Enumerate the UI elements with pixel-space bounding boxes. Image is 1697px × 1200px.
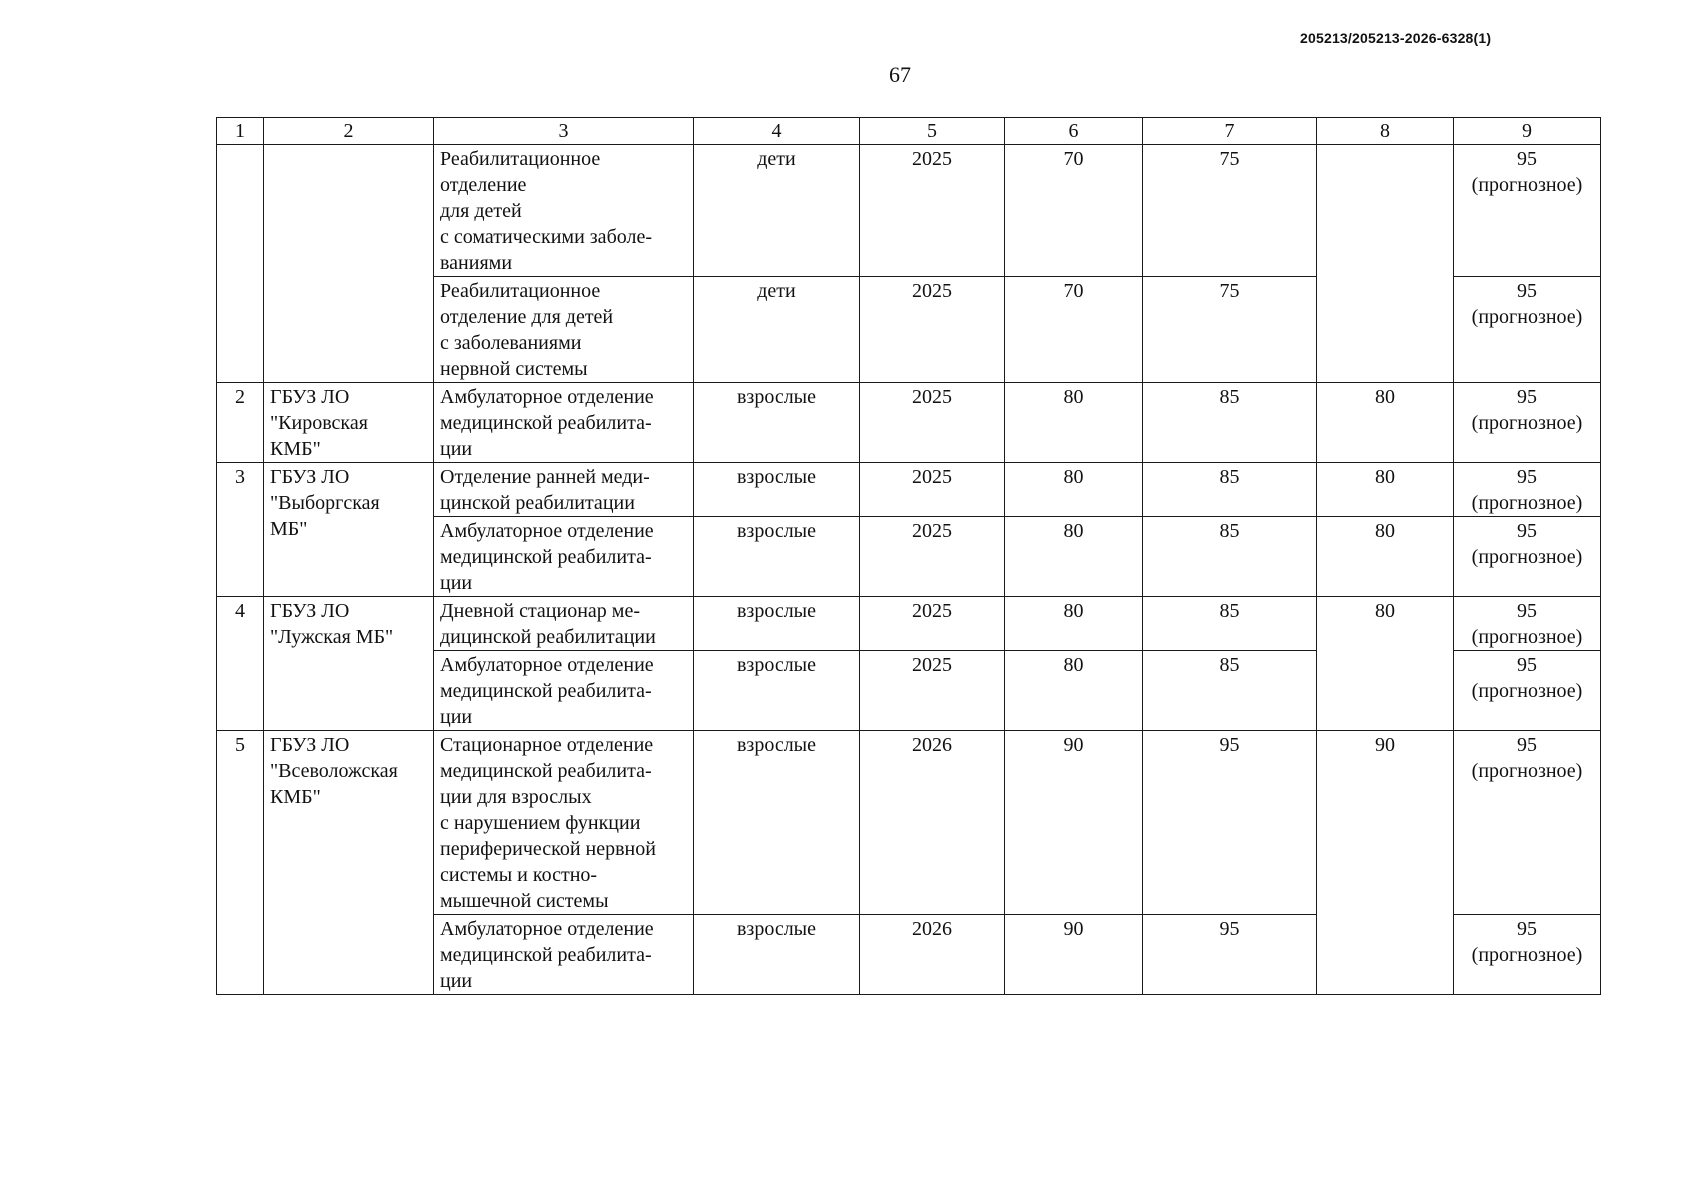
column-9-line: 95	[1517, 600, 1537, 622]
organization-name	[264, 731, 434, 995]
organization-name	[264, 597, 434, 731]
column-9-line: (прогнозное)	[1471, 306, 1583, 328]
department-line: дицинской реабилитации	[440, 626, 656, 648]
organization-line: "Выборгская	[270, 492, 380, 514]
department-line: медицинской реабилита-	[440, 412, 652, 434]
year-value: 2026	[860, 915, 1005, 995]
department-line: с нарушением функции	[440, 812, 641, 834]
department-line: ции	[440, 572, 473, 594]
table-row	[217, 597, 1601, 651]
column-9-value	[1454, 651, 1601, 731]
column-header-8: 8	[1317, 118, 1454, 145]
column-9-value	[1454, 597, 1601, 651]
column-9-line: (прогнозное)	[1471, 680, 1583, 702]
organization-name	[264, 463, 434, 597]
column-9-value	[1454, 915, 1601, 995]
department-line: ции для взрослых	[440, 786, 592, 808]
department-name	[434, 597, 694, 651]
department-line: Амбулаторное отделение	[440, 386, 654, 408]
year-value: 2025	[860, 651, 1005, 731]
column-7-value: 85	[1143, 463, 1317, 517]
department-line: Реабилитационное	[440, 280, 601, 302]
column-8-value: 80	[1317, 463, 1454, 517]
column-7-value: 85	[1143, 517, 1317, 597]
year-value: 2025	[860, 597, 1005, 651]
table-row	[217, 731, 1601, 915]
department-line: Дневной стационар ме-	[440, 600, 640, 622]
organization-line: ГБУЗ ЛО	[270, 734, 350, 756]
patient-category: взрослые	[694, 915, 860, 995]
department-line: медицинской реабилита-	[440, 680, 652, 702]
organization-line: ГБУЗ ЛО	[270, 600, 350, 622]
column-7-value: 95	[1143, 915, 1317, 995]
column-6-value: 80	[1005, 517, 1143, 597]
column-header-9: 9	[1454, 118, 1601, 145]
department-line: периферической нервной	[440, 838, 656, 860]
column-8-value	[1317, 145, 1454, 383]
organization-line: МБ"	[270, 518, 308, 540]
department-line: системы и костно-	[440, 864, 598, 886]
table-row	[217, 383, 1601, 463]
column-9-line: 95	[1517, 280, 1537, 302]
column-6-value: 80	[1005, 463, 1143, 517]
organization-name	[264, 383, 434, 463]
patient-category: дети	[694, 277, 860, 383]
organization-line: ГБУЗ ЛО	[270, 386, 350, 408]
patient-category: взрослые	[694, 383, 860, 463]
department-line: Амбулаторное отделение	[440, 520, 654, 542]
department-line: отделение для детей	[440, 306, 614, 328]
column-8-value: 90	[1317, 731, 1454, 995]
department-name	[434, 383, 694, 463]
department-line: медицинской реабилита-	[440, 760, 652, 782]
patient-category: взрослые	[694, 651, 860, 731]
column-9-line: (прогнозное)	[1471, 174, 1583, 196]
column-6-value: 90	[1005, 731, 1143, 915]
department-name	[434, 463, 694, 517]
department-line: нервной системы	[440, 358, 588, 380]
department-line: ваниями	[440, 252, 513, 274]
column-header-3: 3	[434, 118, 694, 145]
department-name	[434, 915, 694, 995]
organization-line: "Кировская	[270, 412, 368, 434]
patient-category: дети	[694, 145, 860, 277]
year-value: 2025	[860, 145, 1005, 277]
column-7-value: 75	[1143, 145, 1317, 277]
department-name	[434, 651, 694, 731]
year-value: 2025	[860, 463, 1005, 517]
column-9-line: 95	[1517, 466, 1537, 488]
column-9-line: (прогнозное)	[1471, 412, 1583, 434]
column-9-line: (прогнозное)	[1471, 546, 1583, 568]
organization-name	[264, 145, 434, 383]
column-8-value: 80	[1317, 517, 1454, 597]
row-number	[217, 145, 264, 383]
patient-category: взрослые	[694, 463, 860, 517]
row-number: 2	[217, 383, 264, 463]
patient-category: взрослые	[694, 597, 860, 651]
column-9-line: (прогнозное)	[1471, 944, 1583, 966]
column-9-value	[1454, 517, 1601, 597]
column-6-value: 90	[1005, 915, 1143, 995]
department-line: Отделение ранней меди-	[440, 466, 650, 488]
year-value: 2025	[860, 517, 1005, 597]
column-header-5: 5	[860, 118, 1005, 145]
year-value: 2025	[860, 277, 1005, 383]
column-7-value: 75	[1143, 277, 1317, 383]
department-line: Реабилитационное	[440, 148, 601, 170]
column-9-line: 95	[1517, 918, 1537, 940]
organization-line: КМБ"	[270, 786, 321, 808]
row-number: 3	[217, 463, 264, 597]
department-name	[434, 277, 694, 383]
column-9-line: (прогнозное)	[1471, 492, 1583, 514]
column-7-value: 85	[1143, 651, 1317, 731]
page-number: 67	[889, 62, 911, 87]
column-header-7: 7	[1143, 118, 1317, 145]
column-9-value	[1454, 731, 1601, 915]
department-name	[434, 731, 694, 915]
column-6-value: 80	[1005, 651, 1143, 731]
column-8-value: 80	[1317, 597, 1454, 731]
patient-category: взрослые	[694, 517, 860, 597]
column-6-value: 70	[1005, 145, 1143, 277]
organization-line: ГБУЗ ЛО	[270, 466, 350, 488]
department-line: ции	[440, 970, 473, 992]
column-header-6: 6	[1005, 118, 1143, 145]
department-line: медицинской реабилита-	[440, 944, 652, 966]
table-body	[217, 145, 1601, 995]
column-9-value	[1454, 277, 1601, 383]
year-value: 2026	[860, 731, 1005, 915]
column-9-line: (прогнозное)	[1471, 626, 1583, 648]
column-9-line: (прогнозное)	[1471, 760, 1583, 782]
column-9-value	[1454, 383, 1601, 463]
data-table	[216, 117, 1601, 995]
department-line: цинской реабилитации	[440, 492, 635, 514]
organization-line: КМБ"	[270, 438, 321, 460]
column-9-line: 95	[1517, 386, 1537, 408]
department-line: мышечной системы	[440, 890, 609, 912]
department-line: для детей	[440, 200, 522, 222]
column-header-1: 1	[217, 118, 264, 145]
year-value: 2025	[860, 383, 1005, 463]
column-9-value	[1454, 463, 1601, 517]
row-number: 5	[217, 731, 264, 995]
document-id: 205213/205213-2026-6328(1)	[1300, 30, 1492, 46]
table-row	[217, 145, 1601, 277]
department-name	[434, 145, 694, 277]
department-line: Амбулаторное отделение	[440, 654, 654, 676]
department-line: с соматическими заболе-	[440, 226, 652, 248]
column-9-line: 95	[1517, 654, 1537, 676]
column-9-value	[1454, 145, 1601, 277]
department-line: Амбулаторное отделение	[440, 918, 654, 940]
column-7-value: 95	[1143, 731, 1317, 915]
department-line: с заболеваниями	[440, 332, 582, 354]
table-header-row	[217, 118, 1601, 145]
column-9-line: 95	[1517, 520, 1537, 542]
column-6-value: 70	[1005, 277, 1143, 383]
organization-line: "Лужская МБ"	[270, 626, 394, 648]
column-9-line: 95	[1517, 734, 1537, 756]
department-name	[434, 517, 694, 597]
column-7-value: 85	[1143, 383, 1317, 463]
row-number: 4	[217, 597, 264, 731]
column-7-value: 85	[1143, 597, 1317, 651]
department-line: ции	[440, 706, 473, 728]
department-line: ции	[440, 438, 473, 460]
column-6-value: 80	[1005, 383, 1143, 463]
column-header-2: 2	[264, 118, 434, 145]
column-header-4: 4	[694, 118, 860, 145]
column-6-value: 80	[1005, 597, 1143, 651]
column-8-value: 80	[1317, 383, 1454, 463]
patient-category: взрослые	[694, 731, 860, 915]
table-row	[217, 463, 1601, 517]
department-line: Стационарное отделение	[440, 734, 654, 756]
organization-line: "Всеволожская	[270, 760, 398, 782]
department-line: медицинской реабилита-	[440, 546, 652, 568]
department-line: отделение	[440, 174, 527, 196]
column-9-line: 95	[1517, 148, 1537, 170]
